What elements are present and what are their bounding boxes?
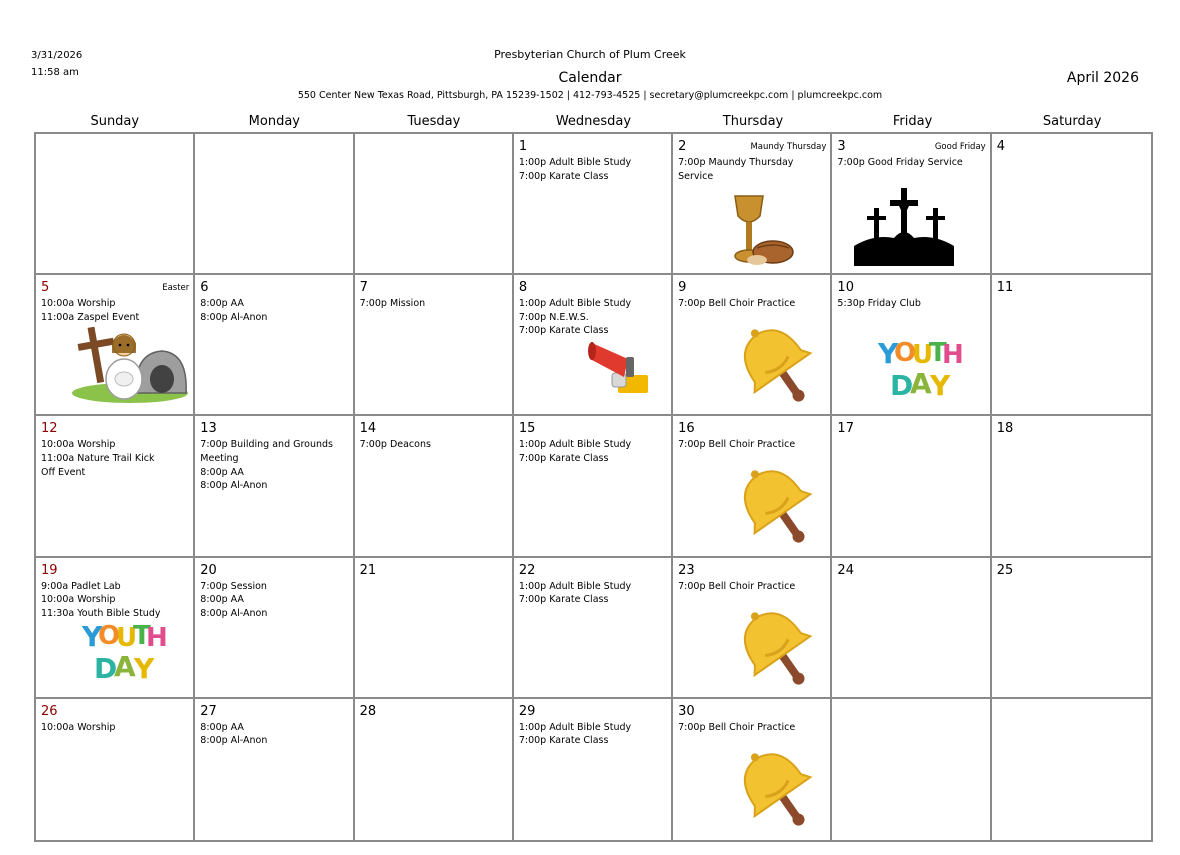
organization-name: Presbyterian Church of Plum Creek [494, 48, 686, 61]
event-item[interactable]: 10:00a Worship [41, 594, 116, 606]
event-item[interactable]: 8:00p AA [200, 721, 244, 733]
event-item[interactable]: 1:00p Adult Bible Study [518, 580, 632, 592]
event-item[interactable]: 7:00p Karate Class [518, 325, 609, 337]
event-item[interactable]: 8:00p AA [200, 466, 244, 478]
event-item[interactable]: 1:00p Adult Bible Study [518, 721, 632, 733]
calendar-grid [34, 132, 1153, 842]
day-cell-5[interactable] [36, 275, 195, 416]
event-item[interactable]: 8:00p Al-Anon [200, 735, 268, 747]
day-cell-18[interactable] [992, 416, 1151, 557]
event-list [519, 580, 668, 607]
day-cell-13[interactable] [195, 416, 354, 557]
event-item[interactable]: Meeting [200, 452, 239, 464]
event-item[interactable]: 9:00a Padlet Lab [41, 580, 121, 592]
svg-text:O: O [894, 338, 917, 369]
day-number: 16 [678, 421, 695, 437]
svg-text:T: T [929, 338, 948, 369]
event-item[interactable]: Service [678, 170, 714, 182]
event-list [200, 580, 349, 621]
day-number: 6 [200, 280, 209, 296]
event-list [41, 580, 190, 621]
day-number: 15 [518, 421, 536, 437]
day-cell-29[interactable] [514, 699, 673, 840]
day-cell-17[interactable] [832, 416, 991, 557]
svg-text:D: D [890, 369, 914, 403]
event-item[interactable]: 7:00p Deacons [359, 439, 431, 451]
print-date: 3/31/2026 [31, 50, 83, 61]
holiday-label: Maundy Thursday [750, 142, 827, 152]
day-cell-27[interactable] [195, 699, 354, 840]
day-cell-4[interactable] [992, 134, 1151, 275]
event-list [360, 438, 509, 452]
day-number: 17 [837, 421, 854, 437]
day-cell-9[interactable] [673, 275, 832, 416]
day-number: 26 [41, 703, 58, 719]
event-list [200, 721, 349, 748]
event-list [519, 156, 668, 183]
event-list [360, 297, 509, 311]
bell-icon [725, 460, 825, 546]
event-item[interactable]: 10:00a Worship [41, 439, 116, 451]
day-number: 21 [359, 562, 377, 578]
svg-text:D: D [94, 651, 118, 685]
day-cell-12[interactable] [36, 416, 195, 557]
svg-text:A: A [114, 649, 136, 683]
print-time: 11:58 am [31, 67, 79, 78]
empty-day-cell[interactable] [832, 699, 991, 840]
event-item[interactable]: 1:00p Adult Bible Study [518, 157, 632, 168]
event-item[interactable]: 8:00p AA [200, 594, 244, 606]
event-list [519, 297, 668, 338]
day-number: 27 [200, 703, 217, 719]
event-item[interactable]: 7:00p Karate Class [518, 735, 609, 747]
day-cell-28[interactable] [355, 699, 514, 840]
weekday-header-row [35, 114, 1152, 129]
day-cell-3[interactable] [832, 134, 991, 275]
day-number: 2 [678, 139, 687, 154]
day-number: 5 [41, 280, 50, 296]
svg-text:A: A [910, 367, 933, 401]
event-item[interactable]: 7:00p Maundy Thursday [678, 157, 794, 168]
svg-text:H: H [942, 340, 965, 371]
event-item[interactable]: 7:00p Good Friday Service [837, 157, 963, 168]
event-item[interactable]: 8:00p Al-Anon [200, 480, 268, 492]
weekday-monday: Monday [248, 114, 300, 129]
event-item[interactable]: 10:00a Worship [41, 298, 116, 310]
event-item[interactable]: 7:00p Karate Class [518, 452, 609, 464]
event-list [678, 156, 827, 183]
event-item[interactable]: 7:00p Bell Choir Practice [678, 580, 796, 592]
day-number: 12 [41, 421, 58, 437]
weekday-thursday: Thursday [722, 114, 784, 129]
event-item[interactable]: 7:00p Session [200, 580, 267, 592]
day-number: 28 [359, 703, 377, 719]
month-label: April 2026 [1066, 70, 1139, 86]
event-item[interactable]: 8:00p AA [200, 298, 244, 310]
megaphone-icon [588, 333, 660, 405]
day-cell-10[interactable] [832, 275, 991, 416]
day-cell-6[interactable] [195, 275, 354, 416]
youth-day-logo [876, 333, 965, 403]
event-list [678, 438, 827, 452]
day-number: 3 [837, 139, 846, 154]
svg-text:U: U [116, 622, 138, 653]
day-cell-24[interactable] [832, 558, 991, 699]
day-number: 4 [996, 139, 1005, 154]
calendar-title: Calendar [558, 70, 622, 86]
empty-day-cell[interactable] [195, 134, 354, 275]
svg-text:O: O [98, 620, 121, 651]
day-cell-21[interactable] [355, 558, 514, 699]
day-number: 13 [200, 421, 217, 437]
holiday-label: Easter [162, 283, 190, 294]
event-item[interactable]: 11:30a Youth Bible Study [41, 607, 161, 619]
day-cell-11[interactable] [992, 275, 1151, 416]
event-list [678, 297, 827, 311]
holiday-label: Good Friday [934, 142, 986, 152]
day-number: 11 [996, 280, 1014, 296]
event-item[interactable]: 1:00p Adult Bible Study [518, 298, 632, 310]
event-list [519, 721, 668, 748]
event-item[interactable]: 8:00p Al-Anon [200, 607, 268, 619]
event-item[interactable]: 7:00p N.E.W.S. [518, 311, 589, 323]
svg-text:Y: Y [878, 337, 899, 371]
day-cell-26[interactable] [36, 699, 195, 840]
day-cell-1[interactable] [514, 134, 673, 275]
weekday-saturday: Saturday [1042, 114, 1102, 129]
day-number: 24 [837, 562, 854, 578]
day-cell-2[interactable] [673, 134, 832, 275]
svg-text:Y: Y [134, 651, 155, 685]
day-cell-19[interactable] [36, 558, 195, 699]
day-number: 29 [518, 703, 536, 719]
event-item[interactable]: 7:00p Bell Choir Practice [678, 298, 796, 310]
event-list [200, 438, 349, 492]
event-item[interactable]: 7:00p Mission [359, 298, 426, 310]
event-list [678, 721, 827, 735]
day-cell-30[interactable] [673, 699, 832, 840]
event-item[interactable]: 7:00p Bell Choir Practice [678, 439, 796, 451]
event-item[interactable]: 11:00a Zaspel Event [41, 311, 140, 323]
day-number: 18 [996, 421, 1014, 437]
event-list [678, 580, 827, 594]
empty-day-cell[interactable] [36, 134, 195, 275]
event-item[interactable]: 7:00p Karate Class [518, 594, 609, 606]
day-number: 19 [41, 562, 58, 578]
day-cell-23[interactable] [673, 558, 832, 699]
jesus-tomb-illustration [70, 323, 190, 403]
event-list [200, 297, 349, 324]
event-list [41, 721, 190, 735]
church-address: 550 Center New Texas Road, Pittsburgh, PA 15239-1502 | 412-793-4525 | secretary@plumcreekpc.com | plumcreekpc.com [297, 90, 883, 101]
day-number: 14 [359, 421, 377, 437]
event-item[interactable]: 5:30p Friday Club [837, 298, 921, 310]
event-item[interactable]: 7:00p Bell Choir Practice [678, 721, 796, 733]
event-item[interactable]: 11:00a Nature Trail Kick [41, 452, 155, 464]
day-number: 8 [518, 280, 528, 296]
day-number: 9 [678, 280, 687, 296]
day-cell-20[interactable] [195, 558, 354, 699]
bell-icon [725, 743, 825, 829]
event-item[interactable]: 1:00p Adult Bible Study [518, 439, 632, 451]
day-cell-25[interactable] [992, 558, 1151, 699]
event-item[interactable]: 10:00a Worship [41, 721, 116, 733]
empty-day-cell[interactable] [355, 134, 514, 275]
day-cell-7[interactable] [355, 275, 514, 416]
weekday-wednesday: Wednesday [555, 114, 632, 129]
day-cell-14[interactable] [355, 416, 514, 557]
day-cell-15[interactable] [514, 416, 673, 557]
day-number: 20 [200, 562, 217, 578]
bell-icon [725, 319, 825, 405]
youth-day-logo [80, 616, 168, 685]
event-list [519, 438, 668, 465]
svg-text:Y: Y [82, 619, 103, 653]
weekday-tuesday: Tuesday [407, 114, 461, 129]
day-cell-8[interactable] [514, 275, 673, 416]
empty-day-cell[interactable] [992, 699, 1151, 840]
event-list [837, 297, 986, 311]
event-item[interactable]: Off Event [41, 466, 86, 478]
day-number: 23 [678, 562, 695, 578]
chalice-bread-icon [727, 190, 797, 268]
event-item[interactable]: 7:00p Building and Grounds [200, 439, 334, 451]
event-list [837, 156, 986, 170]
three-crosses-icon [854, 186, 954, 268]
day-cell-16[interactable] [673, 416, 832, 557]
day-number: 1 [518, 139, 528, 154]
svg-text:Y: Y [930, 369, 951, 403]
svg-text:T: T [133, 620, 151, 651]
day-number: 30 [678, 703, 695, 719]
day-number: 25 [996, 562, 1014, 578]
day-number: 7 [359, 280, 368, 296]
weekday-friday: Friday [892, 114, 933, 129]
event-list [41, 438, 190, 479]
event-item[interactable]: 8:00p Al-Anon [200, 311, 268, 323]
event-item[interactable]: 7:00p Karate Class [518, 170, 609, 182]
svg-text:H: H [146, 622, 168, 653]
svg-text:U: U [912, 340, 934, 371]
bell-icon [725, 602, 825, 688]
day-number: 10 [837, 280, 854, 296]
weekday-sunday: Sunday [90, 114, 140, 129]
event-list [41, 297, 190, 324]
day-number: 22 [518, 562, 536, 578]
day-cell-22[interactable] [514, 558, 673, 699]
